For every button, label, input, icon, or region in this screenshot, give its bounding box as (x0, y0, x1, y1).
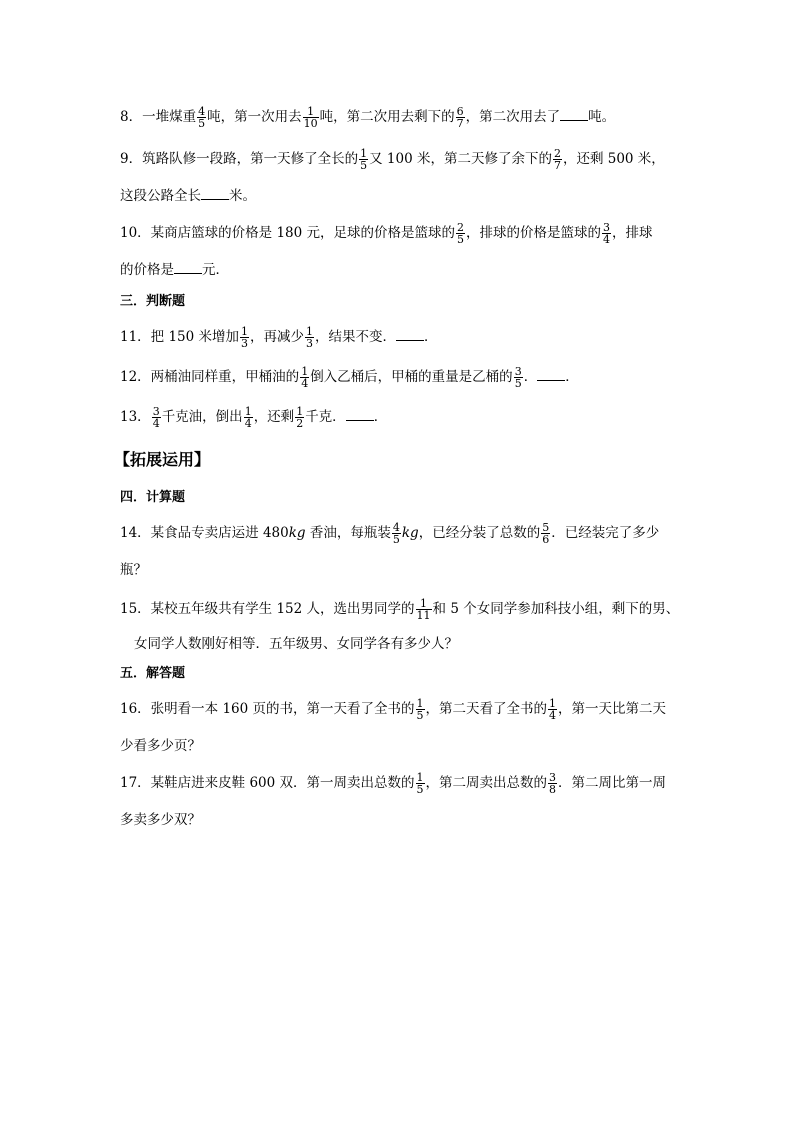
question-16: 16．张明看一本 160 页的书，第一天看了全书的 $\frac{1}{5}$ ，第二天看了全书的 $\frac{1}{4}$ ，第一天比第二天 (120, 697, 667, 722)
heading-judgement: 三．判断题 (120, 294, 186, 309)
fraction: $\frac{3}{5}$ (514, 365, 522, 390)
fraction: $\frac{3}{4}$ (152, 405, 160, 430)
fraction: $\frac{1}{11}$ (416, 597, 431, 622)
question-17-cont: 多卖多少双？ (120, 812, 201, 828)
section-title-extension: 【拓展运用】 (114, 450, 211, 469)
question-15-cont: 女同学人数刚好相等．五年级男、女同学各有多少人？ (134, 636, 458, 652)
fraction: $\frac{1}{4}$ (301, 365, 309, 390)
question-15: 15．某校五年级共有学生 152 人，选出男同学的 $\frac{1}{11}$ 和 5 个女同学参加科技小组，剩下的男、 (120, 597, 680, 622)
fraction: $\frac{2}{7}$ (553, 147, 561, 172)
fraction: $\frac{3}{8}$ (549, 771, 557, 796)
question-9-cont: 这段公路全长 米。 (120, 188, 256, 204)
fraction: $\frac{1}{3}$ (241, 325, 249, 350)
fraction: $\frac{4}{5}$ (392, 521, 400, 546)
question-10: 10．某商店篮球的价格是 180 元，足球的价格是篮球的 $\frac{2}{5}$ ，排球的价格是篮球的 $\frac{3}{4}$ ，排球 (120, 221, 653, 246)
answer-blank (396, 328, 424, 341)
fraction: $\frac{1}{5}$ (360, 147, 368, 172)
question-14: 14．某食品专卖店运进 480kg 香油，每瓶装 $\frac{4}{5}$ kg，已经分装了总数的 $\frac{5}{6}$ ．已经装完了多少 (120, 521, 660, 546)
question-16-cont: 少看多少页？ (120, 738, 201, 754)
fraction: $\frac{1}{4}$ (244, 405, 252, 430)
fraction: $\frac{1}{3}$ (306, 325, 314, 350)
question-8: 8．一堆煤重 $\frac{4}{5}$ 吨，第一次用去 $\frac{1}{10}$ 吨，第二次用去剩下的 $\frac{6}{7}$ ，第二次用去了 吨。 (120, 105, 616, 130)
fraction: $\frac{5}{6}$ (542, 521, 550, 546)
fraction: $\frac{1}{2}$ (296, 405, 304, 430)
fraction: $\frac{1}{4}$ (549, 697, 557, 722)
fraction: $\frac{3}{4}$ (603, 221, 611, 246)
fraction: $\frac{1}{5}$ (416, 771, 424, 796)
question-11: 11．把 150 米增加 $\frac{1}{3}$ ，再减少 $\frac{1}{3}$ ，结果不变． ． (120, 325, 438, 350)
answer-blank (201, 187, 229, 200)
fraction: $\frac{1}{10}$ (303, 105, 318, 130)
question-17: 17．某鞋店进来皮鞋 600 双．第一周卖出总数的 $\frac{1}{5}$ ，第二周卖出总数的 $\frac{3}{8}$ ．第二周比第一周 (120, 771, 667, 796)
question-13: 13． $\frac{3}{4}$ 千克油，倒出 $\frac{1}{4}$ ，还剩 $\frac{1}{2}$ 千克． ． (120, 405, 388, 430)
question-12: 12．两桶油同样重，甲桶油的 $\frac{1}{4}$ 倒入乙桶后，甲桶的重量是乙桶的 $\frac{3}{5}$ ． ． (120, 365, 579, 390)
answer-blank (346, 408, 374, 421)
question-10-cont: 的价格是 元． (120, 262, 229, 278)
heading-answer: 五．解答题 (120, 666, 186, 681)
fraction: $\frac{4}{5}$ (198, 105, 206, 130)
answer-blank (560, 108, 588, 121)
answer-blank (174, 261, 202, 274)
fraction: $\frac{2}{5}$ (457, 221, 465, 246)
question-14-cont: 瓶？ (120, 562, 147, 578)
answer-blank (537, 368, 565, 381)
q8-text: 8．一堆煤重 (120, 109, 197, 125)
fraction: $\frac{1}{5}$ (416, 697, 424, 722)
heading-calculation: 四．计算题 (120, 490, 186, 505)
question-9: 9．筑路队修一段路，第一天修了全长的 $\frac{1}{5}$ 又 100 米，第二天修了余下的 $\frac{2}{7}$ ，还剩 500 米， (120, 147, 665, 172)
fraction: $\frac{6}{7}$ (456, 105, 464, 130)
